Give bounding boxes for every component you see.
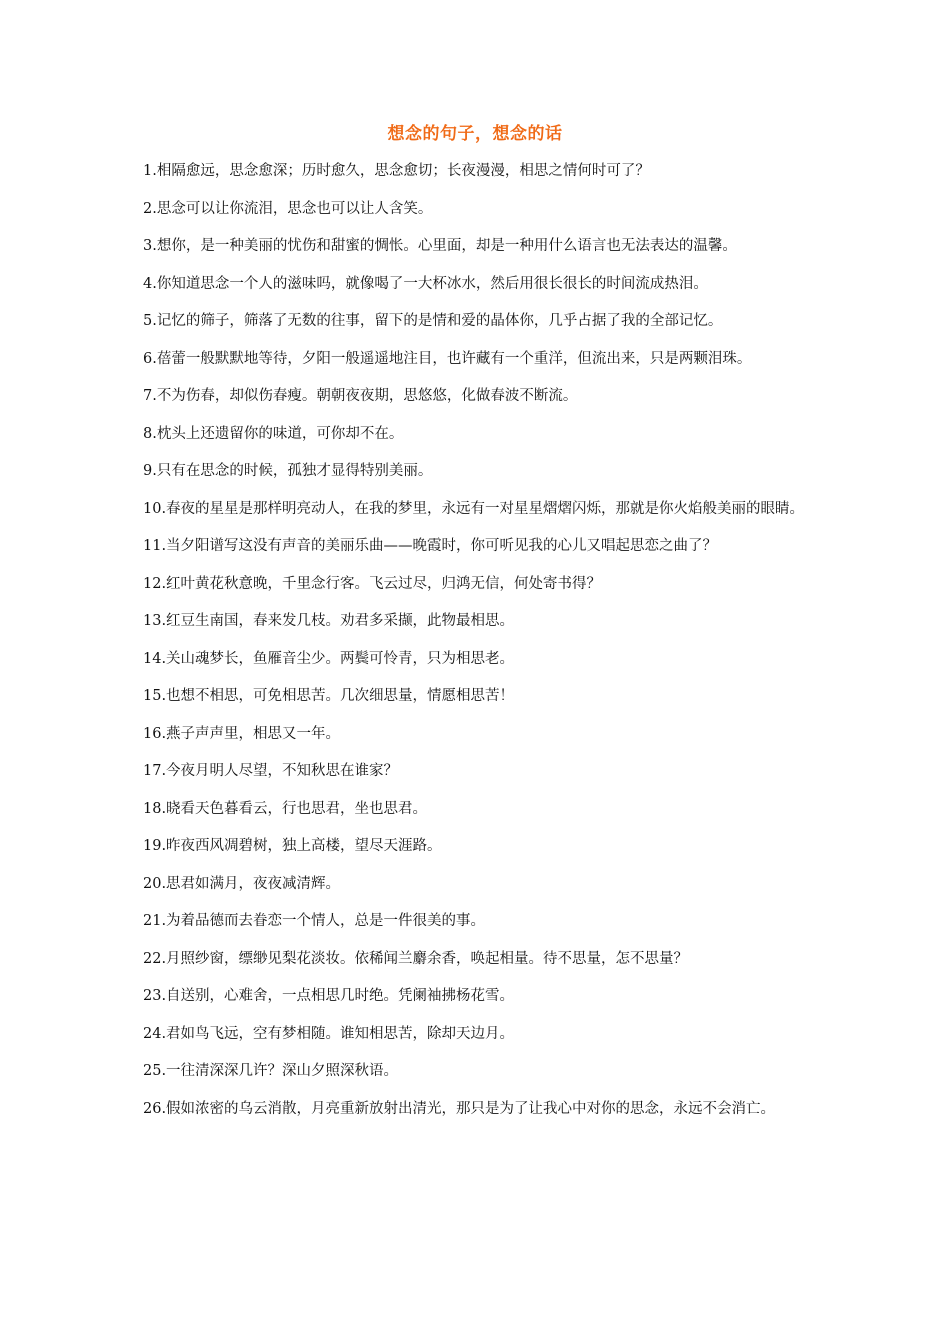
list-item: 7.不为伤春，却似伤春瘦。朝朝夜夜期，思悠悠，化做春波不断流。 [143, 388, 578, 404]
list-item: 19.昨夜西风凋碧树，独上高楼，望尽天涯路。 [143, 838, 442, 854]
list-item: 23.自送别，心难舍，一点相思几时绝。凭阑袖拂杨花雪。 [143, 988, 515, 1004]
list-item: 2.思念可以让你流泪，思念也可以让人含笑。 [143, 200, 433, 217]
list-item: 3.想你，是一种美丽的忧伤和甜蜜的惆怅。心里面，却是一种用什么语言也无法表达的温馨。 [143, 238, 737, 254]
list-item: 21.为着品德而去眷恋一个情人，总是一件很美的事。 [143, 913, 486, 929]
list-item: 4.你知道思念一个人的滋味吗，就像喝了一大杯冰水，然后用很长很长的时间流成热泪。 [143, 275, 708, 292]
list-item: 26.假如浓密的乌云消散，月亮重新放射出清光，那只是为了让我心中对你的思念，永远不会消亡。 [143, 1100, 776, 1117]
list-item: 15.也想不相思，可免相思苦。几次细思量，情愿相思苦！ [143, 688, 515, 704]
list-item: 10.春夜的星星是那样明亮动人，在我的梦里，永远有一对星星熠熠闪烁，那就是你火焰般美丽的眼睛。 [143, 500, 805, 517]
list-item: 24.君如鸟飞远，空有梦相随。谁知相思苦，除却天边月。 [143, 1025, 515, 1042]
list-item: 8.枕头上还遗留你的味道，可你却不在。 [143, 425, 404, 442]
list-item: 9.只有在思念的时候，孤独才显得特别美丽。 [143, 463, 433, 479]
list-item: 5.记忆的筛子，筛落了无数的往事，留下的是情和爱的晶体你，几乎占据了我的全部记忆。 [143, 313, 723, 329]
list-item: 16.燕子声声里，相思又一年。 [143, 725, 341, 742]
list-item: 1.相隔愈远，思念愈深；历时愈久，思念愈切；长夜漫漫，相思之情何时可了？ [143, 163, 650, 179]
list-item: 11.当夕阳谱写这没有声音的美丽乐曲——晚霞时，你可听见我的心儿又唱起思恋之曲了？ [143, 538, 718, 554]
list-item: 25.一往清深深几许？深山夕照深秋语。 [143, 1063, 399, 1079]
list-item: 22.月照纱窗，缥缈见梨花淡妆。依稀闻兰麝余香，唤起相量。待不思量，怎不思量？ [143, 950, 689, 967]
list-item: 17.今夜月明人尽望，不知秋思在谁家？ [143, 763, 399, 779]
list-item: 20.思君如满月，夜夜减清辉。 [143, 875, 341, 892]
list-item: 18.晓看天色暮看云，行也思君，坐也思君。 [143, 800, 428, 817]
list-item: 14.关山魂梦长，鱼雁音尘少。两鬓可怜青，只为相思老。 [143, 650, 515, 667]
list-item: 12.红叶黄花秋意晚，千里念行客。飞云过尽，归鸿无信，何处寄书得？ [143, 575, 602, 592]
quote-list [143, 162, 813, 1137]
list-item: 6.蓓蕾一般默默地等待，夕阳一般遥遥地注目，也许藏有一个重洋，但流出来，只是两颗泪珠。 [143, 350, 752, 367]
document-title: 想念的句子，想念的话 [387, 124, 563, 144]
list-item: 13.红豆生南国，春来发几枝。劝君多采撷，此物最相思。 [143, 613, 515, 629]
